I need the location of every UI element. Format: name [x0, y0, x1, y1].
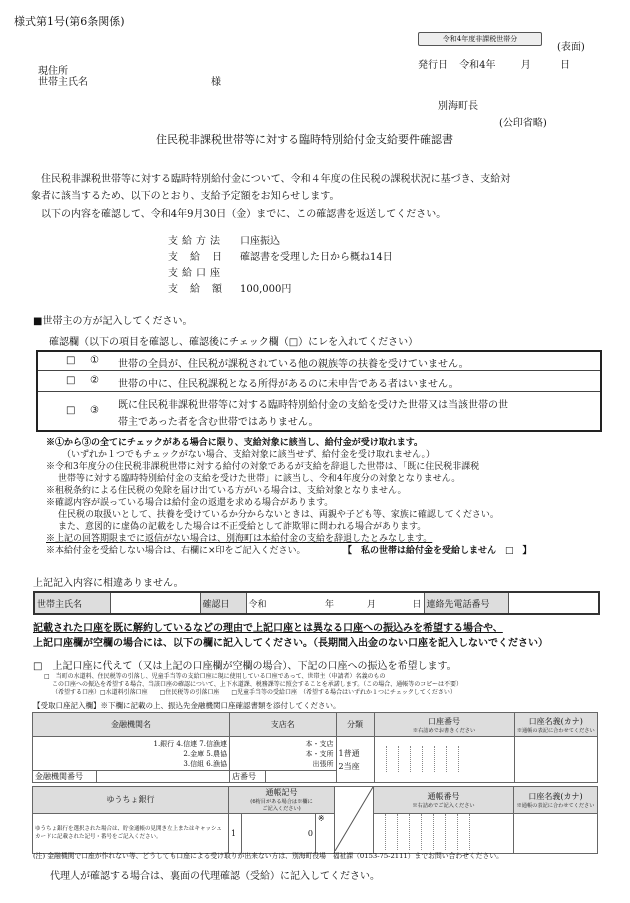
acct-type: 1普通	[338, 748, 360, 758]
householder-label: 世帯主氏名	[38, 77, 88, 88]
section-head: ■世帯主の方が記入してください。	[33, 316, 193, 327]
note: ※本給付金を受給しない場合は、右欄に×印をご記入ください。	[46, 546, 306, 556]
change-note-1: 記載された口座を既に解約しているなどの理由で上記口座とは異なる口座への振込みを希望する場合や、	[33, 623, 503, 634]
intro-line-2: 象者に該当するため、以下のとおり、支給予定額をお知らせします。	[31, 191, 340, 202]
sig-name-label: 世帯主氏名	[34, 592, 110, 614]
summary-row	[168, 250, 393, 266]
note: 世帯等に対する臨時特別給付金の支給を受けた世帯」に該当し、令和4年度分の対象となりません。	[58, 474, 461, 484]
sig-month[interactable]: 月	[336, 592, 378, 614]
type-head: 分類	[336, 713, 374, 737]
symbol-sub2: ご記入ください)	[262, 806, 301, 813]
proxy-note: 代理人が確認する場合は、裏面の代理確認（受給）に記入してください。	[50, 871, 380, 882]
note: ※租税条約による住民税の免除を届け出ている方がいる場合は、支給対象となりません。	[46, 486, 407, 496]
post-head: ゆうちょ銀行	[33, 787, 229, 814]
summary-value: 100,000円	[240, 284, 292, 295]
change-note-2: 上記口座欄が空欄の場合には、以下の欄に記入してください。（長期間入出金のない口座を記入しないでください）	[33, 638, 548, 649]
branch-type: 出張所	[312, 759, 334, 768]
check-text: 世帯の全員が、住民税が課税されている他の親族等の扶養を受けていません。	[118, 359, 469, 370]
address-label: 現住所	[38, 66, 68, 77]
check-text-cont: 帯主であった者を含む世帯ではありません。	[118, 417, 319, 428]
post-bank-table	[32, 786, 598, 854]
intro-line-1: 住民税非課税世帯等に対する臨時特別給付金について、令和４年度の住民税の課税状況に基づき、支給対	[41, 174, 511, 185]
branch-type-cell[interactable]	[230, 737, 337, 771]
acct-head-label: 口座番号	[428, 716, 461, 726]
change-check[interactable]: □ 上記口座に代えて（又は上記の口座欄が空欄の場合）、下記の口座への振込を希望します。	[33, 661, 457, 672]
check-num: ①	[90, 355, 99, 366]
checkbox-3[interactable]: □	[66, 405, 76, 416]
inst-type: 1.銀行 4.信連 7.信漁連	[153, 739, 227, 748]
summary-row	[168, 234, 393, 250]
branch-code-label: 店番号	[230, 771, 266, 783]
inst-code-label: 金融機関番号	[33, 771, 97, 783]
post-symbol-field[interactable]: 0	[241, 813, 315, 853]
sig-name-field[interactable]	[110, 592, 200, 614]
confirm-text: 上記記入内容に相違ありません。	[33, 578, 184, 589]
check-item	[38, 371, 600, 392]
summary-value: 確認書を受理した日から概ね14日	[240, 252, 393, 263]
post-note: ゆうちょ銀行を選択された場合は、貯金通帳の見開き左上またはキャッシュカードに記載された記号・番号をご記入ください。	[33, 813, 229, 853]
note: ※上記の回答期限までに返信がない場合は、別海町は本給付金の支給を辞退したとみなします。	[46, 534, 433, 544]
acct-head	[374, 713, 514, 737]
check-intro: 確認欄（以下の項目を確認し、確認後にチェック欄（□）にレを入れてください）	[49, 337, 419, 348]
contact-note: (注) 金融機関で口座が作れない等、どうしても口座による受け取りが出来ない方は、別海町役場 福祉課（0153-75-2111）までお問い合わせください。	[33, 852, 503, 860]
inst-type-cell[interactable]	[33, 737, 230, 771]
check-list	[36, 350, 602, 432]
post-name-head	[514, 787, 598, 814]
inst-head: 金融機関名	[33, 713, 230, 737]
slash-divider	[335, 787, 373, 851]
year-badge: 令和4年度非課税世帯分	[418, 32, 542, 46]
post-number-field[interactable]	[374, 813, 514, 853]
issue-label: 発行日	[418, 60, 448, 71]
name-head-sub: ※通帳の表記に合わせてください	[516, 727, 595, 734]
summary-value: 口座振込	[240, 236, 280, 247]
issue-day: 日	[559, 60, 570, 71]
note: 住民税の取扱いとして、扶養を受けているか分からないときは、両親や子ども等、家族に確認してください。	[58, 510, 499, 520]
acct-name-field[interactable]	[514, 737, 597, 783]
post-star[interactable]: ※	[315, 813, 334, 853]
branch-type: 本・支店	[305, 739, 334, 748]
sig-year[interactable]: 年	[294, 592, 336, 614]
issue-month: 月	[520, 60, 531, 71]
branch-type: 本・支所	[305, 749, 334, 758]
fine-print: □ 当町の水道料、住民税等の引落し、児童手当等の支給口座に現に使用している口座であって、世帯主（申請者）名義のもの	[44, 673, 386, 680]
issuer: 別海町長	[438, 101, 478, 112]
summary-key: 支給口座	[168, 268, 224, 279]
inst-type: 3.信組 6.漁協	[183, 759, 227, 768]
sig-era: 令和	[246, 592, 294, 614]
fine-print: この口座への振込を希望する場合、当該口座の確認について、上下水道課、税務課等に照会することを承諾します。（この場合、通帳等のコピーは不要）	[52, 681, 463, 688]
sig-date-label: 確認日	[200, 592, 246, 614]
post-name-label: 口座名義(カナ)	[528, 791, 583, 801]
summary-key: 支給日	[168, 252, 234, 263]
bank-account-table	[32, 712, 598, 783]
summary-key: 支給額	[168, 284, 234, 295]
payment-summary	[168, 234, 393, 298]
checkbox-1[interactable]: □	[66, 355, 76, 366]
check-text: 既に住民税非課税世帯等に対する臨時特別給付金の支給を受けた世帯又は当該世帯の世	[118, 400, 508, 411]
inst-code-field[interactable]	[97, 771, 230, 783]
note: ※①から③の全てにチェックがある場合に限り、支給対象に該当し、給付金が受け取れます。	[46, 438, 424, 448]
checkbox-2[interactable]: □	[66, 375, 76, 386]
summary-row	[168, 282, 393, 298]
fine-print: （希望する口座）□水道料引落口座 □住民税等の引落口座 □児童手当等の受給口座 （希望する場合はいずれか１つにチェックしてください）	[52, 689, 456, 696]
signature-table	[33, 591, 600, 615]
note: （いずれか１つでもチェックがない場合、支給対象に該当せず、給付金を受け取れません。）	[62, 450, 436, 460]
check-text: 世帯の中に、住民税課税となる所得があるのに未申告である者はいません。	[118, 379, 459, 390]
page-title: 住民税非課税世帯等に対する臨時特別給付金支給要件確認書	[156, 133, 453, 146]
post-name-field[interactable]	[514, 813, 598, 853]
decline-box[interactable]: 【 私の世帯は給付金を受給しません □ 】	[343, 546, 532, 556]
branch-code-field[interactable]	[266, 771, 337, 783]
acct-type: 2当座	[338, 761, 360, 771]
summary-key: 支給方法	[168, 236, 224, 247]
issue-era: 令和4年	[459, 60, 496, 71]
post-name-sub: ※通帳の表記に合わせてください	[516, 802, 595, 809]
issue-date	[418, 56, 570, 71]
intro-line-3: 以下の内容を確認して、令和4年9月30日（金）までに、この確認書を返送してください。	[41, 209, 447, 220]
check-item	[38, 392, 600, 430]
sig-phone-label: 連絡先電話番号	[424, 592, 508, 614]
check-item	[38, 352, 600, 371]
check-num: ②	[90, 375, 99, 386]
honorific: 様	[211, 77, 221, 88]
account-head: 【受取口座記入欄】※下欄に記載の上、振込先金融機関口座確認書類を添付してください。	[33, 701, 341, 710]
summary-row	[168, 266, 393, 282]
post-number-label: 通帳番号	[427, 791, 460, 801]
seal-omitted: (公印省略)	[499, 118, 547, 129]
note: ※令和3年度分の住民税非課税世帯に対する給付の対象であるが支給を辞退した世帯は、「既に住民税非課税	[46, 462, 480, 472]
post-divider	[335, 787, 374, 854]
acct-number-field[interactable]	[374, 737, 514, 783]
name-head-label: 口座名義(カナ)	[528, 716, 583, 726]
note: ※確認内容が誤っている場合は給付金の返還を求める場合があります。	[46, 498, 334, 508]
post-first-digit: 1	[229, 813, 242, 853]
post-number-head	[374, 787, 514, 814]
symbol-head	[229, 787, 335, 814]
acct-head-sub: ※右詰めでお書きください	[412, 727, 476, 734]
note: また、意図的に虚偽の記載をした場合は不正受給として詐欺罪に問われる場合があります。	[58, 522, 427, 532]
branch-head: 支店名	[230, 713, 337, 737]
name-head	[514, 713, 597, 737]
acct-type-cell[interactable]	[336, 737, 374, 783]
sig-day[interactable]: 日	[378, 592, 424, 614]
form-id: 様式第1号(第6条関係)	[14, 15, 125, 28]
face-label: (表面)	[557, 42, 585, 53]
symbol-head-label: 通帳記号	[265, 788, 298, 798]
post-number-sub: ※右詰めでご記入ください	[412, 802, 475, 809]
symbol-sub: (6桁目がある場合は※欄に	[250, 799, 313, 806]
check-num: ③	[90, 405, 99, 416]
sig-phone-field[interactable]	[508, 592, 599, 614]
inst-type: 2.金庫 5.農協	[183, 749, 227, 758]
